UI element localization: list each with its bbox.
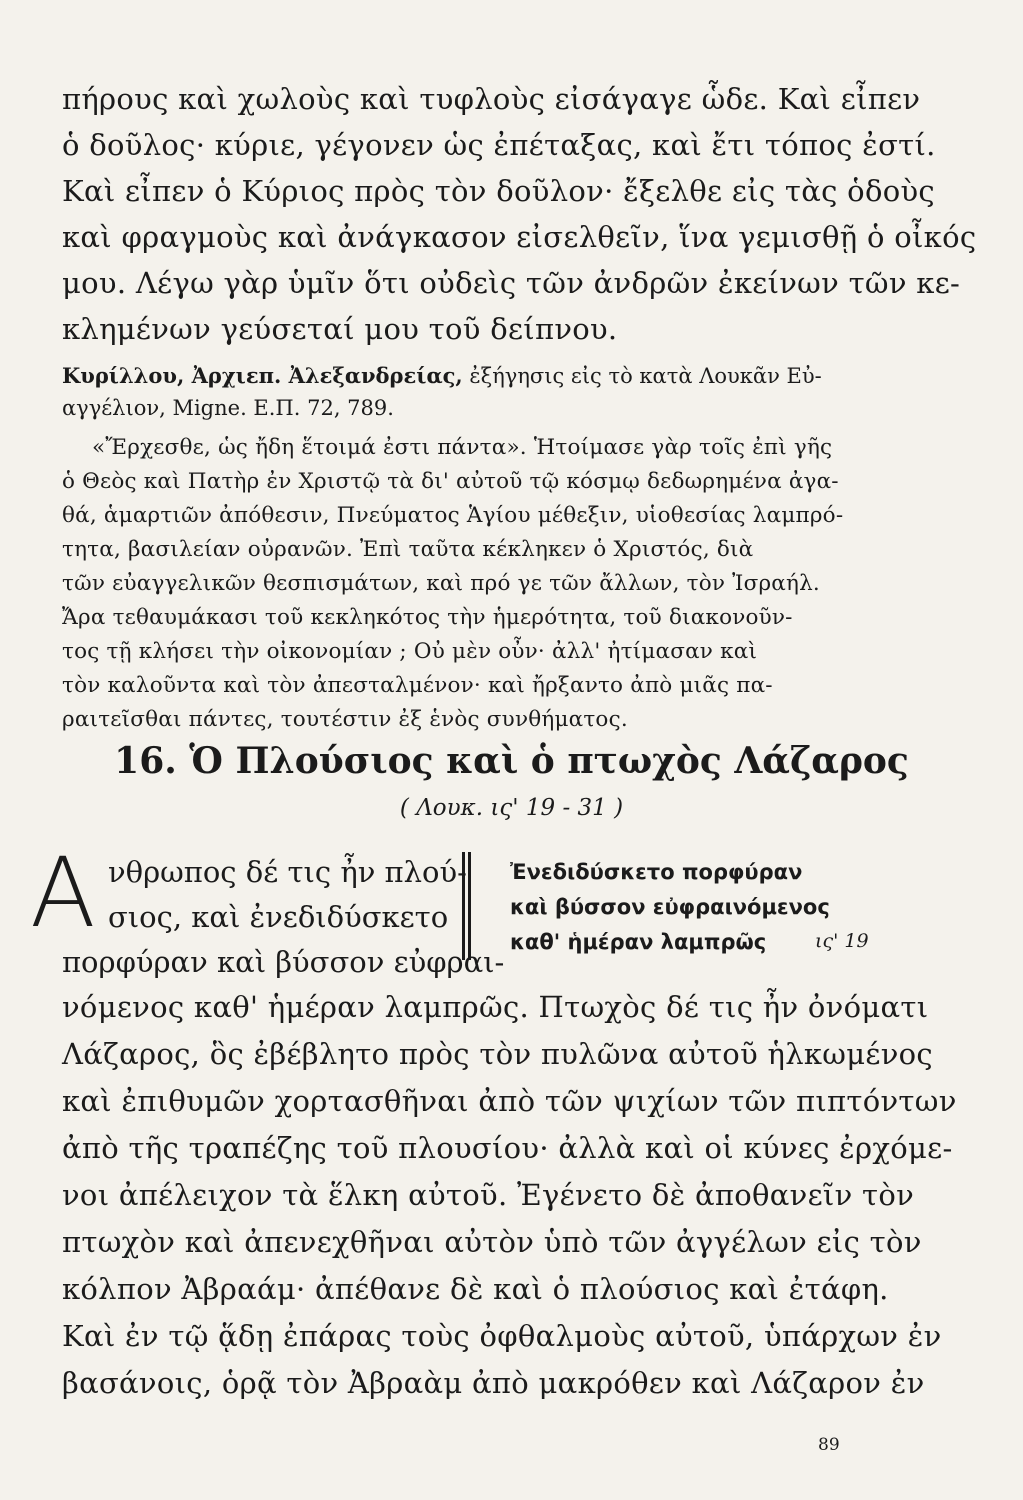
section-reference: ( Λουκ. ις' 19 - 31 ) — [399, 795, 624, 821]
top-paragraph-line: μου. Λέγω γὰρ ὑμῖν ὅτι οὐδεὶς τῶν ἀνδρῶν ἐκείνων τῶν κε- — [62, 266, 961, 300]
margin-note-line: καὶ βύσσον εὐφραινόμενος — [510, 895, 830, 919]
citation-work: ἐξήγησις εἰς τὸ κατὰ Λουκᾶν Εὐ- — [462, 364, 822, 388]
commentary-line: «Ἔρχεσθε, ὡς ἤδη ἕτοιμά ἐστι πάντα». Ἡτοίμασε γὰρ τοῖς ἐπὶ γῆς — [92, 435, 833, 460]
commentary-line: τητα, βασιλείαν οὐρανῶν. Ἐπὶ ταῦτα κέκληκεν ὁ Χριστός, διὰ — [62, 537, 754, 562]
margin-note-line: Ἐνεδιδύσκετο πορφύραν — [510, 860, 803, 884]
page-number: 89 — [818, 1435, 840, 1455]
section-title: 16. Ὁ Πλούσιος καὶ ὁ πτωχὸς Λάζαρος — [114, 740, 909, 782]
commentary-line: τῶν εὐαγγελικῶν θεσπισμάτων, καὶ πρό γε τῶν ἄλλων, τὸν Ἰσραήλ. — [62, 571, 820, 596]
margin-note-divider — [462, 852, 471, 960]
commentary-line: ὁ Θεὸς καὶ Πατὴρ ἐν Χριστῷ τὰ δι' αὐτοῦ τῷ κόσμῳ δεδωρημένα ἀγα- — [62, 469, 839, 494]
commentary-citation — [62, 363, 862, 388]
top-paragraph-line: πήρους καὶ χωλοὺς καὶ τυφλοὺς εἰσάγαγε ὧδε. Καὶ εἶπεν — [62, 82, 921, 116]
top-paragraph-line: κλημένων γεύσεταί μου τοῦ δείπνου. — [62, 312, 618, 346]
body-line: πτωχὸν καὶ ἀπενεχθῆναι αὐτὸν ὑπὸ τῶν ἀγγέλων εἰς τὸν — [62, 1225, 922, 1259]
commentary-line: θά, ἁμαρτιῶν ἀπόθεσιν, Πνεύματος Ἁγίου μέθεξιν, υἱοθεσίας λαμπρό- — [62, 503, 844, 528]
body-line: κόλπον Ἀβραάμ· ἀπέθανε δὲ καὶ ὁ πλούσιος καὶ ἐτάφη. — [62, 1272, 889, 1306]
commentary-line: τος τῇ κλήσει τὴν οἰκονομίαν ; Οὐ μὲν οὖν· ἀλλ' ἠτίμασαν καὶ — [62, 639, 758, 664]
margin-note-line: καθ' ἡμέραν λαμπρῶς — [510, 930, 767, 954]
body-line: καὶ ἐπιθυμῶν χορτασθῆναι ἀπὸ τῶν ψιχίων τῶν πιπτόντων — [62, 1084, 957, 1118]
body-line: Καὶ ἐν τῷ ᾅδῃ ἐπάρας τοὺς ὀφθαλμοὺς αὐτοῦ, ὑπάρχων ἐν — [62, 1319, 942, 1353]
top-paragraph-line: ὁ δοῦλος· κύριε, γέγονεν ὡς ἐπέταξας, καὶ ἔτι τόπος ἐστί. — [62, 128, 936, 162]
body-line: Λάζαρος, ὃς ἐβέβλητο πρὸς τὸν πυλῶνα αὐτοῦ ἡλκωμένος — [62, 1037, 933, 1071]
commentary-line: τὸν καλοῦντα καὶ τὸν ἀπεσταλμένον· καὶ ἤρξαντο ἀπὸ μιᾶς πα- — [62, 673, 773, 698]
citation-source: αγγέλιον, Migne. Ε.Π. 72, 789. — [62, 396, 394, 420]
commentary-line: Ἄρα τεθαυμάκασι τοῦ κεκληκότος τὴν ἡμερότητα, τοῦ διακονοῦν- — [62, 605, 793, 630]
body-line: νοι ἀπέλειχον τὰ ἕλκη αὐτοῦ. Ἐγένετο δὲ ἀποθανεῖν τὸν — [62, 1178, 915, 1212]
dropcap-line: πορφύραν καὶ βύσσον εὐφραι- — [62, 945, 505, 979]
margin-note-reference: ις' 19 — [815, 930, 869, 952]
top-paragraph-line: Καὶ εἶπεν ὁ Κύριος πρὸς τὸν δοῦλον· ἔξελθε εἰς τὰς ὁδοὺς — [62, 174, 935, 208]
body-line: βασάνοις, ὁρᾷ τὸν Ἀβραὰμ ἀπὸ μακρόθεν καὶ Λάζαρον ἐν — [62, 1366, 925, 1400]
dropcap-line: σιος, καὶ ἐνεδιδύσκετο — [108, 900, 449, 934]
body-line: νόμενος καθ' ἡμέραν λαμπρῶς. Πτωχὸς δέ τις ἦν ὀνόματι — [62, 990, 929, 1024]
citation-author: Κυρίλλου, Ἀρχιεπ. Ἀλεξανδρείας, — [62, 363, 463, 388]
dropcap-line: νθρωπος δέ τις ἦν πλού- — [108, 855, 467, 889]
drop-cap: Α — [30, 837, 96, 949]
top-paragraph-line: καὶ φραγμοὺς καὶ ἀνάγκασον εἰσελθεῖν, ἵνα γεμισθῇ ὁ οἶκός — [62, 220, 977, 254]
body-line: ἀπὸ τῆς τραπέζης τοῦ πλουσίου· ἀλλὰ καὶ οἱ κύνες ἐρχόμε- — [62, 1131, 953, 1165]
commentary-line: ραιτεῖσθαι πάντες, τουτέστιν ἐξ ἑνὸς συνθήματος. — [62, 707, 628, 732]
